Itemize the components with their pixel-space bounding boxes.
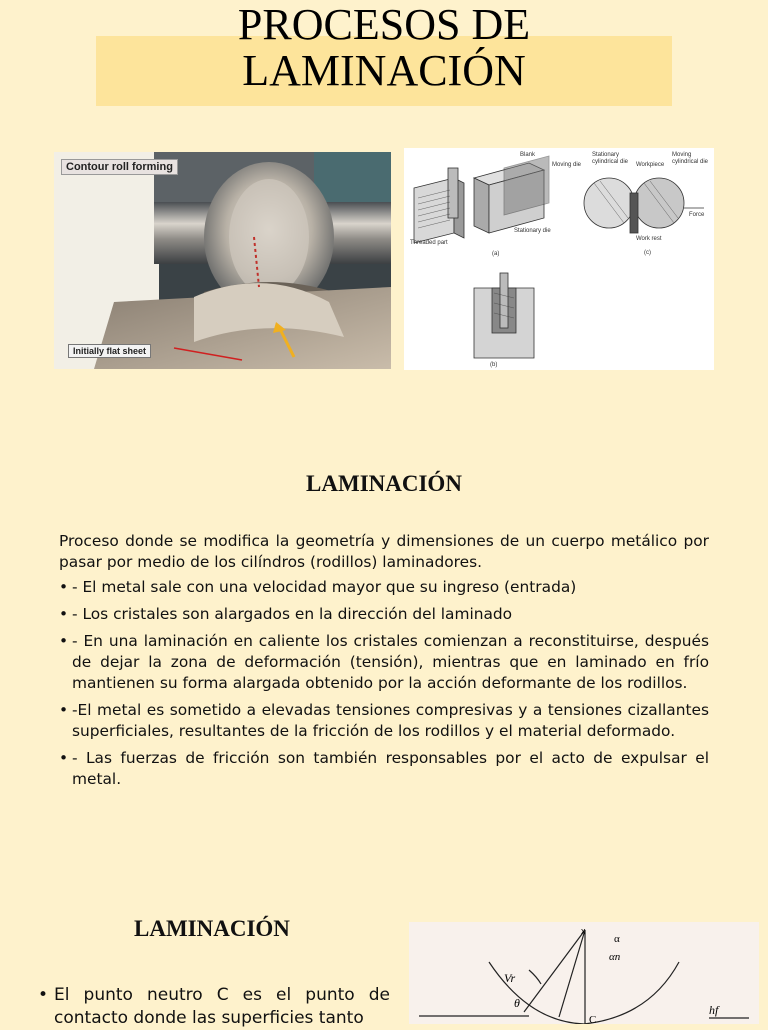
section1-intro: Proceso donde se modifica la geometría y dimensiones de un cuerpo metálico por pasar por medio de los cilíndros (rodillos) laminadores. bbox=[59, 532, 709, 571]
thread-rolling-diagram bbox=[404, 148, 714, 370]
section2-heading: LAMINACIÓN bbox=[134, 916, 290, 941]
title-line-2: LAMINACIÓN bbox=[242, 46, 526, 95]
list-item: • - El metal sale con una velocidad mayor que su ingreso (entrada) bbox=[59, 577, 709, 598]
list-item: • -El metal es sometido a elevadas tensiones compresivas y a tensiones cizallantes superficiales, resultantes de la fricción de los rodillos y el material deformado. bbox=[59, 700, 709, 742]
photo-label-bottom: Initially flat sheet bbox=[68, 344, 151, 358]
page-title bbox=[96, 2, 672, 94]
label-threaded-part: Threaded part bbox=[410, 240, 448, 246]
label-b: (b) bbox=[490, 362, 498, 368]
section1-bullet-list bbox=[59, 577, 709, 790]
label-a: (a) bbox=[492, 251, 500, 257]
graph-label-hf: hf bbox=[709, 1003, 719, 1017]
list-item: • - Las fuerzas de fricción son también responsables por el acto de expulsar el metal. bbox=[59, 748, 709, 790]
section1-body bbox=[59, 531, 709, 796]
label-moving-die: Moving die bbox=[552, 162, 582, 168]
label-force: Force bbox=[689, 212, 705, 218]
graph-label-alpha-n: αn bbox=[609, 951, 621, 963]
graph-label-c: C bbox=[589, 1014, 597, 1024]
label-c: (c) bbox=[644, 250, 651, 256]
neutral-point-illustration bbox=[409, 922, 759, 1024]
label-stationary-cylindrical-die: Stationary cylindrical die bbox=[592, 152, 629, 165]
label-work-rest: Work rest bbox=[636, 236, 662, 242]
section1-heading: LAMINACIÓN bbox=[306, 471, 462, 496]
list-item: • - Los cristales son alargados en la dirección del laminado bbox=[59, 604, 709, 625]
roll-forming-photo bbox=[54, 152, 391, 369]
graph-label-alpha: α bbox=[614, 933, 620, 945]
roll-forming-illustration bbox=[54, 152, 391, 369]
label-moving-cylindrical-die: Moving cylindrical die bbox=[672, 152, 709, 165]
section2-bullet: • El punto neutro C es el punto de contacto donde las superficies tanto bbox=[38, 985, 390, 1028]
list-item: • - En una laminación en caliente los cristales comienzan a reconstituirse, después de dejar la zona de deformación (tensión), mientras que en laminado en frío mantienen su forma alargada obtenido por la acción deformante de los rodillos. bbox=[59, 631, 709, 694]
photo-label-top: Contour roll forming bbox=[61, 159, 178, 175]
label-stationary-die: Stationary die bbox=[514, 228, 551, 234]
thread-rolling-illustration bbox=[404, 148, 714, 370]
title-line-1: PROCESOS DE bbox=[237, 0, 531, 49]
label-workpiece: Workpiece bbox=[636, 162, 665, 168]
section2-bullet-text: El punto neutro C es el punto de contacto donde las superficies tanto bbox=[54, 985, 390, 1028]
neutral-point-diagram bbox=[409, 922, 759, 1024]
label-blank: Blank bbox=[520, 152, 536, 158]
graph-label-vr: Vr bbox=[504, 971, 516, 985]
graph-label-theta: θ bbox=[514, 996, 520, 1010]
graph-label-x: x bbox=[581, 926, 586, 936]
